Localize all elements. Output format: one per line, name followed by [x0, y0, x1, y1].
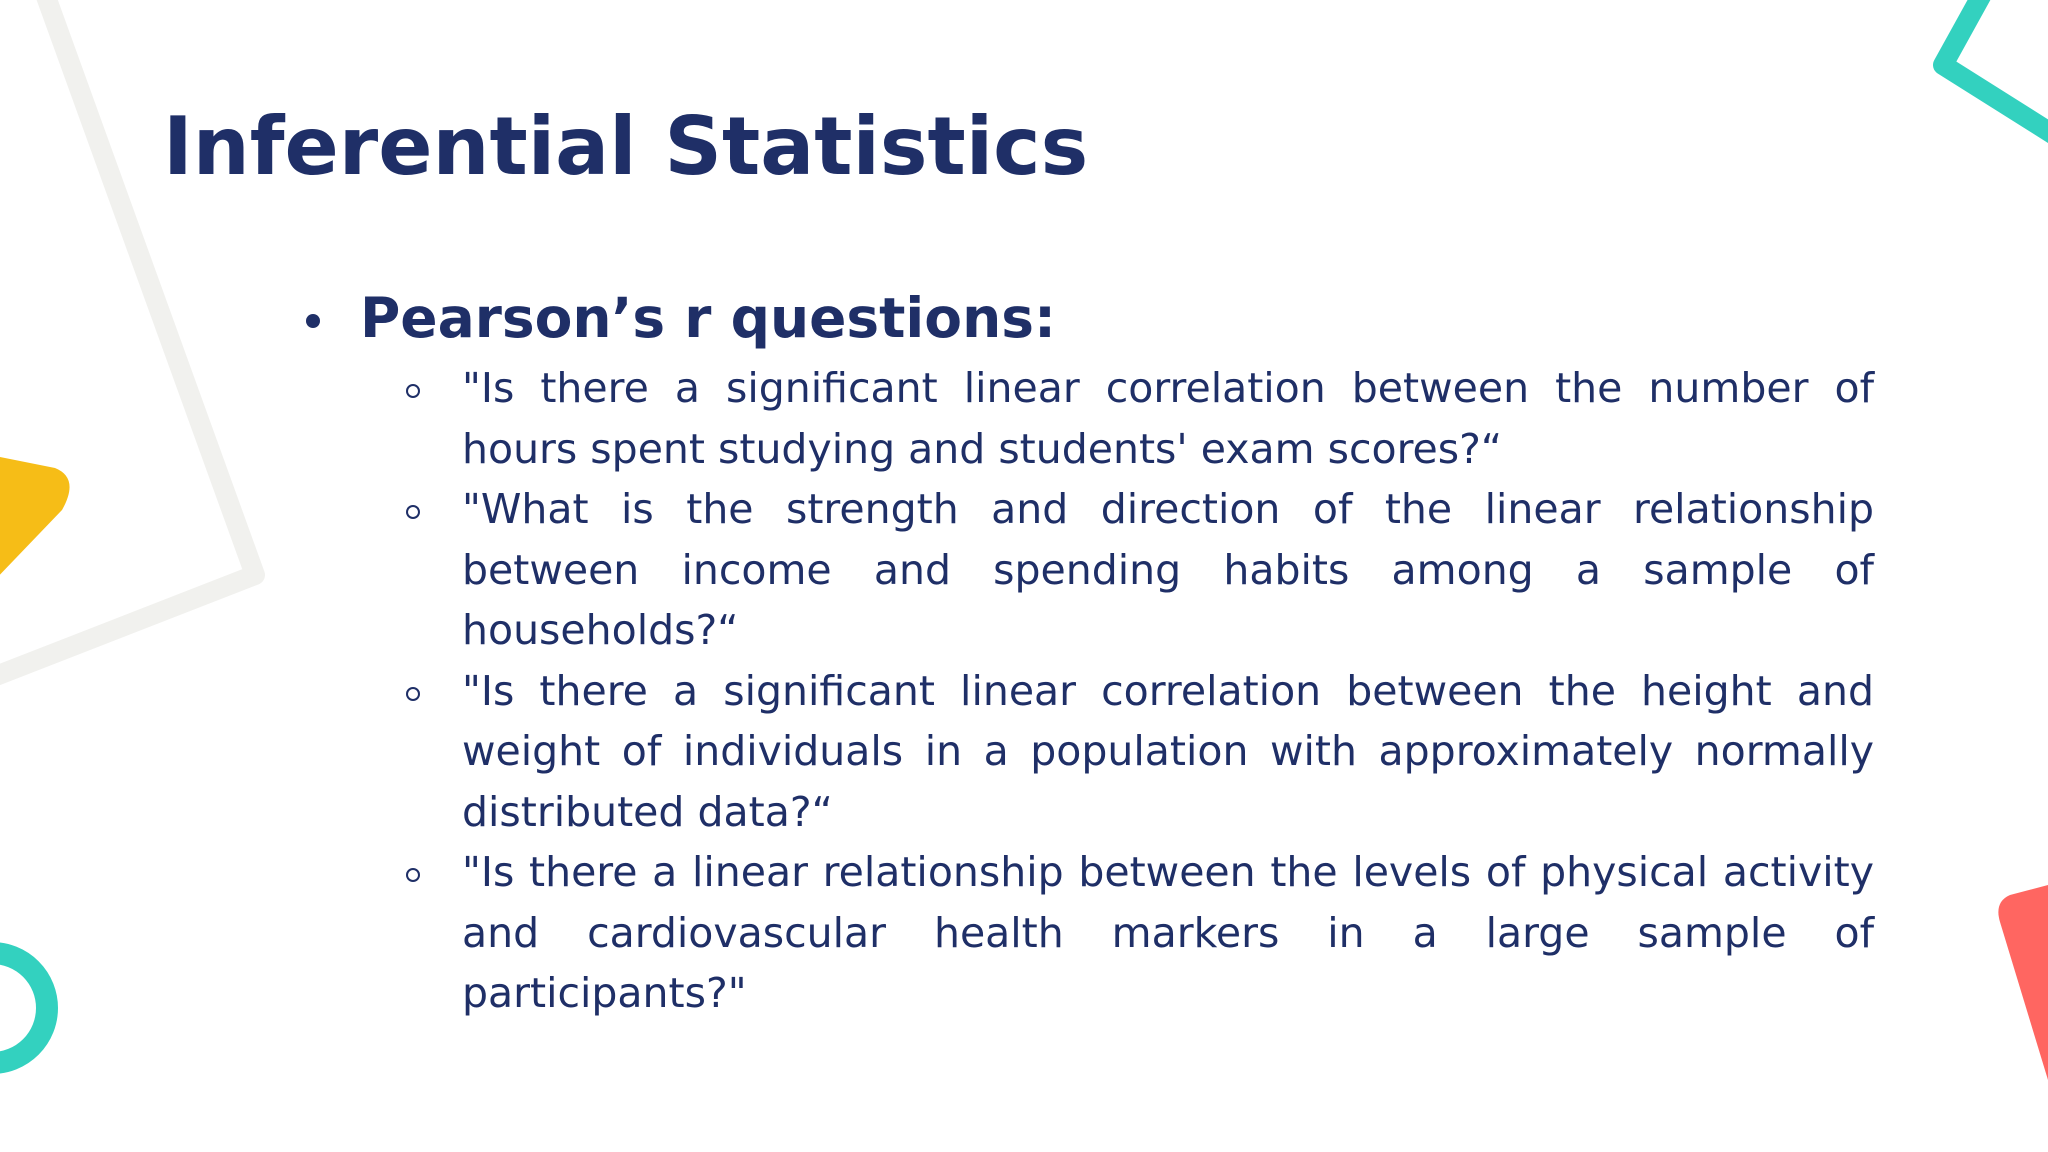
bullet-dot-icon [306, 314, 320, 328]
section-heading: Pearson’s r questions: [360, 286, 1056, 350]
hollow-bullet-icon [406, 505, 420, 519]
question-text-1: "Is there a significant linear correlation between the number of hours spent studying and students' exam scores?“ [462, 364, 1874, 473]
section-heading-item [292, 278, 1874, 358]
coral-shape [1998, 885, 2048, 1080]
question-list [292, 358, 1874, 1024]
teal-ring-shape [0, 953, 47, 1063]
question-item-3 [292, 661, 1874, 843]
question-item-4 [292, 842, 1874, 1024]
hollow-bullet-icon [406, 687, 420, 701]
slide-title: Inferential Statistics [163, 100, 1089, 193]
yellow-triangle-shape [0, 455, 70, 585]
question-text-2: "What is the strength and direction of the linear relationship between income and spending habits among a sample of households?“ [462, 485, 1874, 654]
question-item-2 [292, 479, 1874, 661]
question-text-3: "Is there a significant linear correlation between the height and weight of individuals in a population with approximately normally distributed data?“ [462, 666, 1874, 836]
hollow-bullet-icon [406, 868, 420, 882]
slide-content [292, 278, 1874, 1024]
question-text-4: "Is there a linear relationship between the levels of physical activity and cardiovascular health markers in a large sample of participants?" [462, 848, 1874, 1017]
teal-corner-shape [1943, 0, 2048, 145]
hollow-bullet-icon [406, 384, 420, 398]
question-item-1 [292, 358, 1874, 479]
